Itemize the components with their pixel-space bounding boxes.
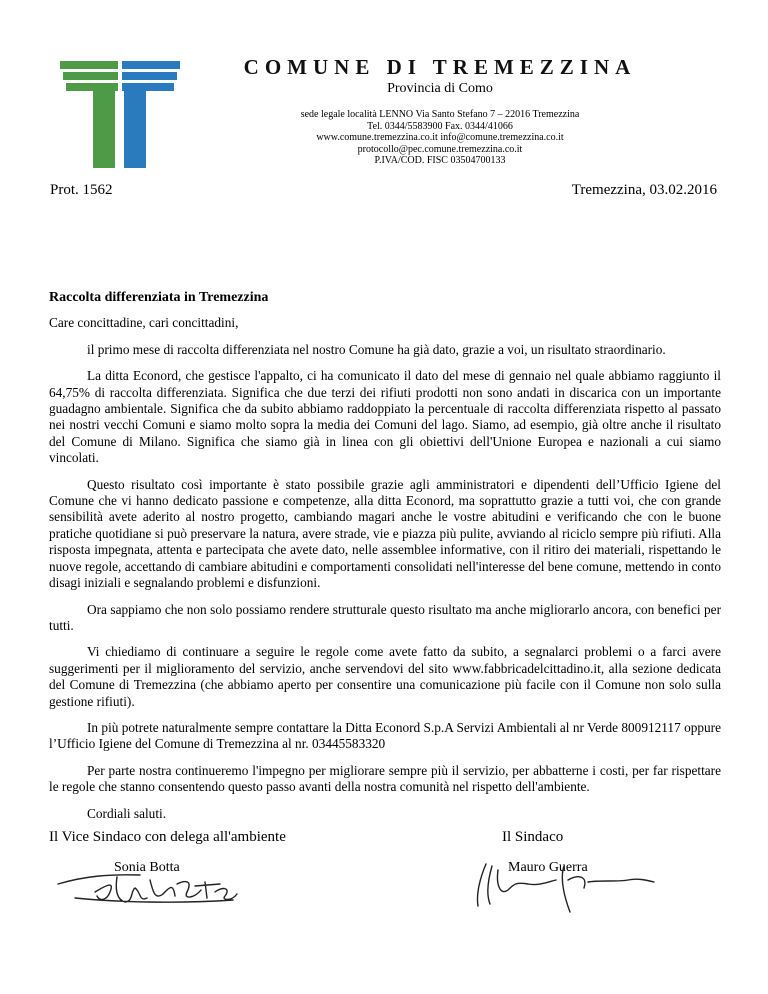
municipality-logo-icon — [55, 58, 185, 168]
vice-mayor-signature-icon — [55, 862, 240, 907]
mayor-signature-icon — [468, 860, 658, 915]
protocol-number: Prot. 1562 — [50, 182, 113, 198]
place-date: Tremezzina, 03.02.2016 — [571, 182, 717, 198]
paragraph: La ditta Econord, che gestisce l'appalto, ci ha comunicato il dato del mese di gennaio nel quale abbiamo raggiunto il 64,75% di raccolta differenziata. Significa che due terzi dei rifiuti prodotti non sono andati in discarica con un importante guadagno ambientale. Significa che da subito abbiamo raddoppiato la percentuale di raccolta differenziata rispetto al passato nei nostri vecchi Comuni e siamo molto sopra la media dei Comuni del lago. Siamo, ad esempio, già oltre anche il risultato del Comune di Milano. Significa che siamo già in linea con gli obiettivi dell'Unione Europea e nazionali a cui siamo vincolati. — [49, 368, 721, 466]
contact-phone: Tel. 0344/5583900 Fax. 0344/41066 — [367, 120, 513, 132]
contact-address: sede legale località LENNO Via Santo Stefano 7 – 22016 Tremezzina — [300, 109, 580, 120]
vice-mayor-title: Il Vice Sindaco con delega all'ambiente — [49, 829, 286, 845]
contact-web-email: www.comune.tremezzina.co.it info@comune.tremezzina.co.it — [316, 132, 564, 143]
municipality-name: COMUNE DI TREMEZZINA — [243, 55, 637, 79]
mayor-name: Mauro Guerra — [508, 860, 588, 875]
paragraph: Per parte nostra continueremo l'impegno per migliorare sempre più il servizio, per abbatterne i costi, per far rispettare le regole che stanno consentendo questo passo avanti della nostra comunità nel rispetto dell'ambiente. — [49, 762, 721, 795]
paragraph: Questo risultato così importante è stato possibile grazie agli amministratori e dipendenti dell’Ufficio Igiene del Comune che vi hanno dedicato passione e competenze, alla ditta Econord, ma soprattutto grazie a tutti voi, che con grande sensibilità avete aderito al nostro progetto, cambiando magari anche le vostre abitudini e verificando che con le buone pratiche quotidiane si può preservare la natura, avere strade, vie e piazza più pulite, avviando al riciclo sempre più rifiuti. Alla risposta impegnata, attenta e partecipata che avete dato, nelle assemblee informative, con il ritiro dei materiali, rispettando le nuove regole, accettando di cambiare abitudini e comportamenti consolidati nell'interesse del bene comune, mettendo in conto disagi iniziali e segnalando problemi e disfunzioni. — [49, 476, 721, 591]
contact-info — [200, 109, 680, 167]
letter-body — [49, 290, 721, 822]
vice-mayor-name: Sonia Botta — [114, 860, 180, 875]
paragraph: Vi chiediamo di continuare a seguire le regole come avete fatto da subito, a segnalarci problemi o a farci avere suggerimenti per il miglioramento del servizio, anche servendovi del sito www.fabbricadelcittadino.it, alla sezione dedicata del Comune di Tremezzina (che abbiamo aperto per consentire una comunicazione più facile con il Comune non solo sulla gestione rifiuti). — [49, 644, 721, 709]
mayor-title: Il Sindaco — [502, 829, 564, 845]
paragraph: il primo mese di raccolta differenziata nel nostro Comune ha già dato, grazie a voi, un risultato straordinario. — [87, 341, 666, 357]
paragraph: Ora sappiamo che non solo possiamo rendere strutturale questo risultato ma anche migliorarlo ancora, con benefici per tutti. — [49, 601, 721, 633]
closing: Cordiali saluti. — [87, 805, 167, 821]
letter-subject: Raccolta differenziata in Tremezzina — [49, 290, 269, 305]
contact-pec: protocollo@pec.comune.tremezzina.co.it — [357, 143, 523, 155]
paragraph: In più potrete naturalmente sempre contattare la Ditta Econord S.p.A Servizi Ambientali al nr Verde 800912117 oppure l’Ufficio Igiene del Comune di Tremezzina al nr. 03445583320 — [49, 719, 721, 752]
contact-vat: P.IVA/COD. FISC 03504700133 — [374, 155, 506, 166]
province-name: Provincia di Como — [387, 81, 493, 96]
salutation: Care concittadine, cari concittadini, — [49, 315, 239, 331]
